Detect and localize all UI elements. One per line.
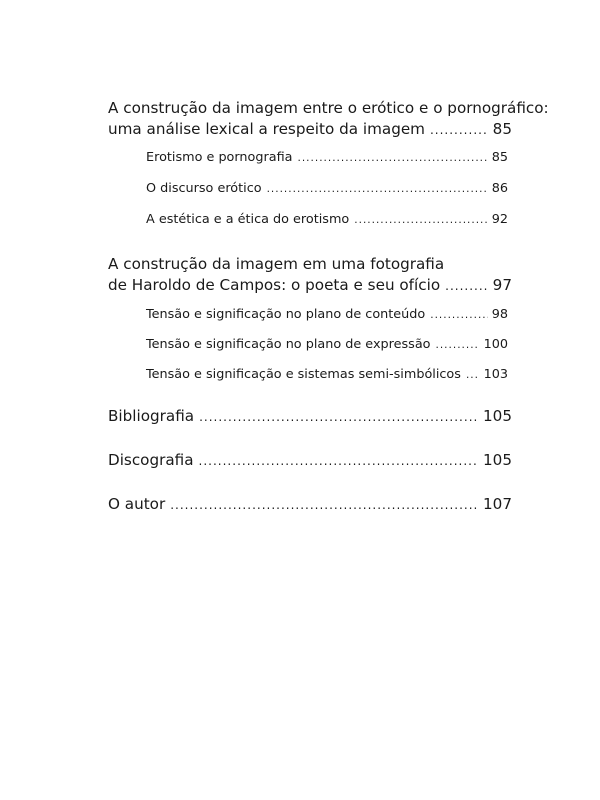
- toc-autor-label: O autor: [108, 495, 166, 513]
- toc-autor-page: 107: [483, 495, 512, 513]
- dot-leader: [199, 407, 479, 428]
- toc-subentry-label: O discurso erótico: [146, 181, 262, 196]
- toc-bibliografia-page: 105: [483, 407, 512, 425]
- toc-subentry[interactable]: [146, 367, 508, 383]
- toc-subentry-label: Tensão e significação e sistemas semi-simbólicos: [146, 367, 461, 382]
- toc-subentry[interactable]: [146, 307, 508, 323]
- toc-subentry-page: 85: [491, 150, 508, 165]
- toc-subentry-page: 92: [491, 212, 508, 227]
- toc-section-2-page: 97: [492, 276, 512, 294]
- dot-leader: [445, 276, 489, 297]
- toc-subentry-page: 98: [491, 307, 508, 322]
- toc-subentry[interactable]: [146, 150, 508, 166]
- toc-subentry-page: 86: [491, 181, 508, 196]
- toc-subentry-label: Tensão e significação no plano de conteúdo: [146, 307, 426, 322]
- toc-subentry[interactable]: [146, 212, 508, 228]
- toc-section-1-entry[interactable]: [108, 119, 512, 141]
- toc-section-2: [108, 254, 512, 297]
- toc-subentry-page: 103: [483, 367, 508, 382]
- toc-discografia-label: Discografia: [108, 451, 194, 469]
- dot-leader: [430, 120, 489, 141]
- table-of-contents: [108, 98, 549, 516]
- dot-leader: [436, 337, 480, 353]
- dot-leader: [170, 495, 479, 516]
- toc-subentry-label: A estética e a ética do erotismo: [146, 212, 350, 227]
- toc-discografia[interactable]: [108, 450, 512, 472]
- dot-leader: [267, 181, 488, 197]
- toc-section-1-page: 85: [492, 120, 512, 138]
- toc-section-1-title-line-1: A construção da imagem entre o erótico e o pornográfico:: [108, 99, 549, 117]
- toc-autor[interactable]: [108, 494, 512, 516]
- toc-section-2-title-line-1: A construção da imagem em uma fotografia: [108, 255, 445, 273]
- toc-section-2-title-line-2: de Haroldo de Campos: o poeta e seu ofício: [108, 276, 441, 294]
- toc-section-1: [108, 98, 549, 141]
- toc-subentry[interactable]: [146, 181, 508, 197]
- dot-leader: [466, 367, 480, 383]
- toc-subentry-label: Tensão e significação no plano de expressão: [146, 337, 431, 352]
- toc-section-1-title-line-2: uma análise lexical a respeito da imagem: [108, 120, 425, 138]
- toc-bibliografia[interactable]: [108, 406, 512, 428]
- dot-leader: [298, 150, 488, 166]
- toc-subentry-label: Erotismo e pornografia: [146, 150, 293, 165]
- toc-subentry[interactable]: [146, 337, 508, 353]
- dot-leader: [199, 451, 479, 472]
- toc-discografia-page: 105: [483, 451, 512, 469]
- dot-leader: [430, 307, 487, 323]
- toc-section-2-entry[interactable]: [108, 275, 512, 297]
- dot-leader: [354, 212, 487, 228]
- toc-subentry-page: 100: [483, 337, 508, 352]
- toc-bibliografia-label: Bibliografia: [108, 407, 195, 425]
